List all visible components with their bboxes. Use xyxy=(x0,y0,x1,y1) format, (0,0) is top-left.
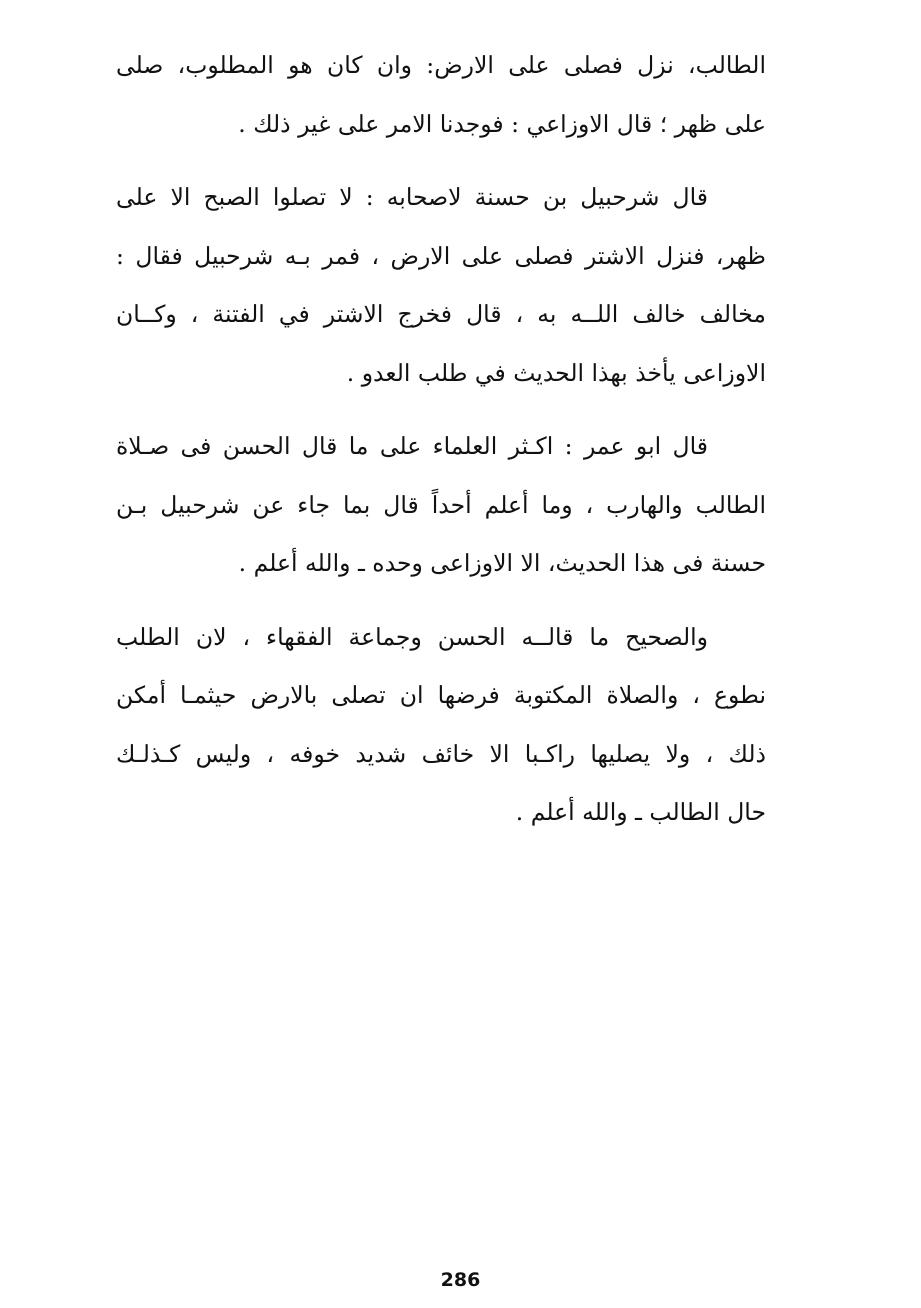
text-line: ذلك ، ولا يصليها راكـبا الا خائف شديد خوفه ، وليس كـذلـك xyxy=(116,739,766,768)
paragraph-1 xyxy=(116,36,766,153)
text-line: حال الطالب ـ والله أعلم . xyxy=(515,798,766,826)
page-number: 286 xyxy=(440,1269,481,1291)
text-line: الطالب، نزل فصلى على الارض: وان كان هو المطلوب، صلى xyxy=(116,51,766,79)
text-line: مخالف خالف اللــه به ، قال فخرج الاشتر في الفتنة ، وكــان xyxy=(116,300,766,328)
text-line: ظهر، فنزل الاشتر فصلى على الارض ، فمر بـه شرحبيل فقال : xyxy=(116,241,766,270)
text-line: والصحيح ما قالــه الحسن وجماعة الفقهاء ، لان الطلب xyxy=(116,622,708,651)
text-line: حسنة فى هذا الحديث، الا الاوزاعى وحده ـ والله أعلم . xyxy=(238,549,766,577)
text-line: قال ابو عمر : اكـثر العلماء على ما قال الحسن فى صـلاة xyxy=(116,432,708,460)
paragraph-3 xyxy=(116,417,766,593)
body-text xyxy=(116,36,766,842)
text-line: على ظهر ؛ قال الاوزاعي : فوجدنا الامر على غير ذلك . xyxy=(238,109,766,138)
text-line: قال شرحبيل بن حسنة لاصحابه : لا تصلوا الصبح الا على xyxy=(116,183,708,211)
text-line: نطوع ، والصلاة المكتوبة فرضها ان تصلى بالارض حيثمـا أمكن xyxy=(116,681,766,709)
text-line: الطالب والهارب ، وما أعلم أحداً قال بما جاء عن شرحبيل بـن xyxy=(116,490,766,519)
paragraph-2 xyxy=(116,168,766,402)
paragraph-4 xyxy=(116,608,766,842)
text-line: الاوزاعى يأخذ بهذا الحديث في طلب العدو . xyxy=(346,358,766,387)
